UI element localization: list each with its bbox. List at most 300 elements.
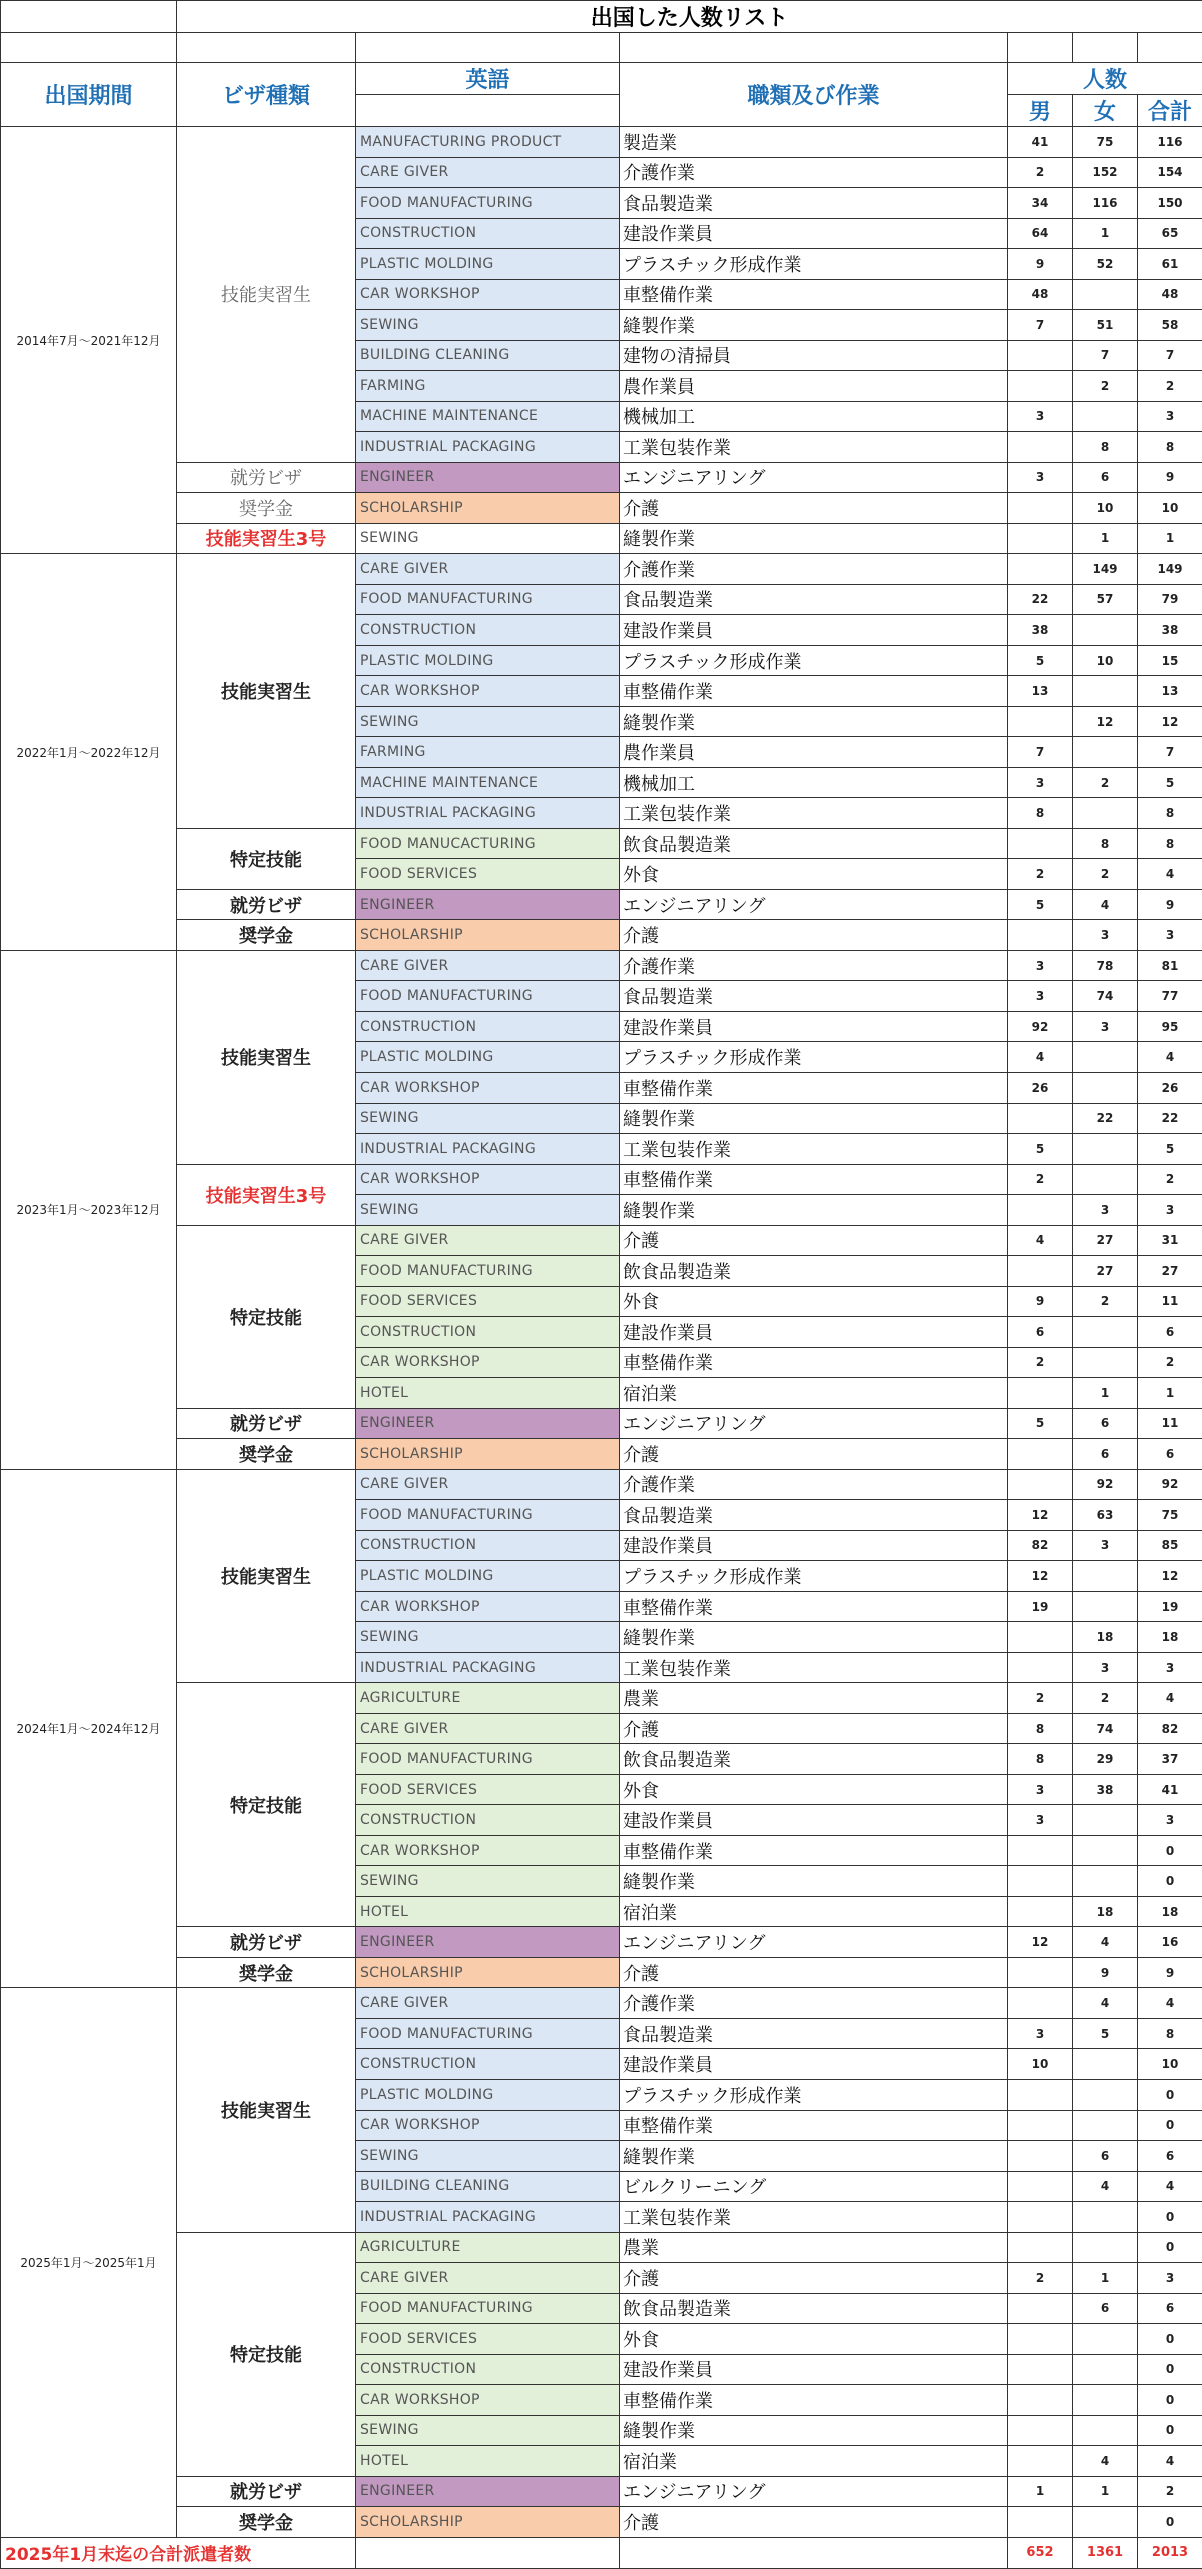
english-job-cell: CONSTRUCTION: [356, 218, 620, 249]
japanese-job-cell: 車整備作業: [620, 1347, 1008, 1378]
female-count-cell: [1073, 1134, 1138, 1165]
total-count-cell: 31: [1138, 1225, 1202, 1256]
japanese-job-cell: 農業: [620, 1683, 1008, 1714]
male-count-cell: 2: [1008, 157, 1073, 188]
total-count-cell: 0: [1138, 1866, 1202, 1897]
female-count-cell: [1073, 2415, 1138, 2446]
male-count-cell: [1008, 1866, 1073, 1897]
visa-type-cell: 特定技能: [177, 2232, 356, 2476]
english-job-cell: CONSTRUCTION: [356, 1530, 620, 1561]
japanese-job-cell: 飲食品製造業: [620, 2293, 1008, 2324]
english-job-cell: MACHINE MAINTENANCE: [356, 401, 620, 432]
table-row: [1, 950, 1202, 981]
blank-cell: [177, 33, 356, 63]
japanese-job-cell: 建設作業員: [620, 2049, 1008, 2080]
japanese-job-cell: エンジニアリング: [620, 462, 1008, 493]
visa-type-cell: 奨学金: [177, 2507, 356, 2538]
english-job-cell: CARE GIVER: [356, 1713, 620, 1744]
english-job-cell: SEWING: [356, 310, 620, 341]
japanese-job-cell: 介護: [620, 2507, 1008, 2538]
total-count-cell: 1: [1138, 1378, 1202, 1409]
male-count-cell: 12: [1008, 1561, 1073, 1592]
blank-cell: [1073, 33, 1138, 63]
female-count-cell: 22: [1073, 1103, 1138, 1134]
male-count-cell: [1008, 2354, 1073, 2385]
female-count-cell: 1: [1073, 523, 1138, 554]
total-count-cell: 0: [1138, 2080, 1202, 2111]
male-count-cell: [1008, 2293, 1073, 2324]
japanese-job-cell: 外食: [620, 2324, 1008, 2355]
female-count-cell: 75: [1073, 127, 1138, 158]
table-row: [1, 2507, 1202, 2538]
visa-type-cell: 奨学金: [177, 920, 356, 951]
total-count-cell: 5: [1138, 767, 1202, 798]
total-count-cell: 3: [1138, 401, 1202, 432]
english-job-cell: AGRICULTURE: [356, 2232, 620, 2263]
total-count-cell: 0: [1138, 2354, 1202, 2385]
total-count-cell: 48: [1138, 279, 1202, 310]
period-cell: 2022年1月～2022年12月: [1, 554, 177, 951]
male-count-cell: 12: [1008, 1500, 1073, 1531]
total-count-cell: 6: [1138, 1317, 1202, 1348]
english-job-cell: FOOD MANUFACTURING: [356, 188, 620, 219]
english-job-cell: CAR WORKSHOP: [356, 2110, 620, 2141]
total-count-cell: 2: [1138, 1164, 1202, 1195]
male-count-cell: 38: [1008, 615, 1073, 646]
english-job-cell: ENGINEER: [356, 2476, 620, 2507]
english-job-cell: BUILDING CLEANING: [356, 2171, 620, 2202]
english-job-cell: CAR WORKSHOP: [356, 279, 620, 310]
total-count-cell: 9: [1138, 889, 1202, 920]
english-job-cell: HOTEL: [356, 1896, 620, 1927]
total-count-cell: 12: [1138, 706, 1202, 737]
japanese-job-cell: 建設作業員: [620, 615, 1008, 646]
japanese-job-cell: 介護: [620, 1225, 1008, 1256]
blank-cell: [620, 33, 1008, 63]
male-count-cell: 19: [1008, 1591, 1073, 1622]
period-cell: 2024年1月～2024年12月: [1, 1469, 177, 1988]
visa-type-cell: 奨学金: [177, 493, 356, 524]
female-count-cell: 4: [1073, 1927, 1138, 1958]
male-count-cell: [1008, 2171, 1073, 2202]
total-count-cell: 8: [1138, 828, 1202, 859]
japanese-job-cell: 車整備作業: [620, 1072, 1008, 1103]
japanese-job-cell: 縫製作業: [620, 310, 1008, 341]
female-count-cell: [1073, 2232, 1138, 2263]
female-count-cell: 6: [1073, 462, 1138, 493]
male-count-cell: 1: [1008, 2476, 1073, 2507]
table-row: [1, 1988, 1202, 2019]
total-count-cell: 3: [1138, 920, 1202, 951]
female-count-cell: 38: [1073, 1774, 1138, 1805]
total-count-cell: 4: [1138, 2171, 1202, 2202]
total-count-cell: 11: [1138, 1286, 1202, 1317]
male-count-cell: [1008, 1988, 1073, 2019]
english-job-cell: FOOD MANUFACTURING: [356, 1500, 620, 1531]
japanese-job-cell: 宿泊業: [620, 2446, 1008, 2477]
female-count-cell: 6: [1073, 1439, 1138, 1470]
female-count-cell: [1073, 1347, 1138, 1378]
female-count-cell: 3: [1073, 1652, 1138, 1683]
english-job-cell: CAR WORKSHOP: [356, 1591, 620, 1622]
japanese-job-cell: 車整備作業: [620, 279, 1008, 310]
female-count-cell: 2: [1073, 1683, 1138, 1714]
female-count-cell: 3: [1073, 1011, 1138, 1042]
english-job-cell: INDUSTRIAL PACKAGING: [356, 432, 620, 463]
female-count-cell: [1073, 615, 1138, 646]
english-job-cell: FARMING: [356, 737, 620, 768]
male-count-cell: 92: [1008, 1011, 1073, 1042]
female-count-cell: 3: [1073, 1195, 1138, 1226]
japanese-job-cell: プラスチック形成作業: [620, 1561, 1008, 1592]
blank-cell: [1008, 33, 1073, 63]
male-count-cell: [1008, 706, 1073, 737]
visa-type-cell: 特定技能: [177, 1683, 356, 1927]
japanese-job-cell: 建設作業員: [620, 1011, 1008, 1042]
female-count-cell: [1073, 1591, 1138, 1622]
female-count-cell: 8: [1073, 432, 1138, 463]
total-count-cell: 4: [1138, 1683, 1202, 1714]
total-count-cell: 38: [1138, 615, 1202, 646]
english-job-cell: CAR WORKSHOP: [356, 1164, 620, 1195]
english-job-cell: SEWING: [356, 2415, 620, 2446]
female-count-cell: [1073, 1164, 1138, 1195]
japanese-job-cell: 外食: [620, 859, 1008, 890]
table-row: [1, 1957, 1202, 1988]
total-count-cell: 6: [1138, 1439, 1202, 1470]
female-count-cell: [1073, 2324, 1138, 2355]
english-job-cell: CONSTRUCTION: [356, 1011, 620, 1042]
english-job-cell: CARE GIVER: [356, 1469, 620, 1500]
total-count-cell: 19: [1138, 1591, 1202, 1622]
visa-type-cell: 技能実習生3号: [177, 523, 356, 554]
total-count-cell: 0: [1138, 2110, 1202, 2141]
blank-cell: [1, 33, 177, 63]
male-count-cell: 3: [1008, 462, 1073, 493]
male-count-cell: [1008, 2080, 1073, 2111]
visa-type-cell: 技能実習生: [177, 1469, 356, 1683]
japanese-job-cell: 食品製造業: [620, 188, 1008, 219]
blank-cell: [356, 95, 620, 127]
table-row: [1, 2232, 1202, 2263]
male-count-cell: [1008, 2385, 1073, 2416]
english-job-cell: CAR WORKSHOP: [356, 1347, 620, 1378]
english-job-cell: CARE GIVER: [356, 554, 620, 585]
english-job-cell: FOOD SERVICES: [356, 1774, 620, 1805]
english-job-cell: SCHOLARSHIP: [356, 493, 620, 524]
visa-type-cell: 特定技能: [177, 1225, 356, 1408]
english-job-cell: SEWING: [356, 523, 620, 554]
japanese-job-cell: 工業包装作業: [620, 1652, 1008, 1683]
female-count-cell: [1073, 798, 1138, 829]
male-count-cell: 3: [1008, 1774, 1073, 1805]
female-count-cell: 1: [1073, 1378, 1138, 1409]
male-count-cell: 9: [1008, 249, 1073, 280]
female-count-cell: [1073, 2507, 1138, 2538]
male-count-cell: [1008, 2446, 1073, 2477]
japanese-job-cell: 介護作業: [620, 157, 1008, 188]
total-count-cell: 7: [1138, 340, 1202, 371]
total-count-cell: 18: [1138, 1622, 1202, 1653]
female-count-cell: [1073, 1835, 1138, 1866]
female-count-cell: 74: [1073, 1713, 1138, 1744]
english-job-cell: SEWING: [356, 1103, 620, 1134]
female-count-cell: 27: [1073, 1256, 1138, 1287]
male-count-cell: [1008, 554, 1073, 585]
total-count-cell: 10: [1138, 493, 1202, 524]
total-count-cell: 0: [1138, 2385, 1202, 2416]
total-count-cell: 65: [1138, 218, 1202, 249]
table-row: [1, 889, 1202, 920]
female-count-cell: 8: [1073, 828, 1138, 859]
japanese-job-cell: 工業包装作業: [620, 2202, 1008, 2233]
grand-total-all: 2013: [1138, 2537, 1202, 2568]
english-job-cell: SEWING: [356, 1866, 620, 1897]
visa-type-cell: 特定技能: [177, 828, 356, 889]
blank-cell: [1138, 33, 1202, 63]
total-count-cell: 4: [1138, 2446, 1202, 2477]
total-count-cell: 82: [1138, 1713, 1202, 1744]
male-count-cell: [1008, 2232, 1073, 2263]
table-row: [1, 462, 1202, 493]
blank-cell: [356, 2537, 620, 2568]
header-female: 女: [1073, 95, 1138, 127]
male-count-cell: [1008, 1439, 1073, 1470]
total-count-cell: 79: [1138, 584, 1202, 615]
female-count-cell: 5: [1073, 2018, 1138, 2049]
male-count-cell: 48: [1008, 279, 1073, 310]
male-count-cell: 4: [1008, 1225, 1073, 1256]
english-job-cell: INDUSTRIAL PACKAGING: [356, 1134, 620, 1165]
japanese-job-cell: 車整備作業: [620, 2110, 1008, 2141]
female-count-cell: 152: [1073, 157, 1138, 188]
japanese-job-cell: 介護: [620, 1957, 1008, 1988]
male-count-cell: 3: [1008, 1805, 1073, 1836]
total-count-cell: 3: [1138, 2263, 1202, 2294]
japanese-job-cell: 車整備作業: [620, 1835, 1008, 1866]
table-row: [1, 828, 1202, 859]
japanese-job-cell: 食品製造業: [620, 2018, 1008, 2049]
male-count-cell: [1008, 2507, 1073, 2538]
female-count-cell: 27: [1073, 1225, 1138, 1256]
male-count-cell: 5: [1008, 889, 1073, 920]
english-job-cell: ENGINEER: [356, 1927, 620, 1958]
total-count-cell: 3: [1138, 1195, 1202, 1226]
page-title: 出国した人数リスト: [177, 1, 1202, 33]
total-count-cell: 0: [1138, 1835, 1202, 1866]
female-count-cell: 2: [1073, 767, 1138, 798]
male-count-cell: 2: [1008, 2263, 1073, 2294]
table-row: [1, 1683, 1202, 1714]
japanese-job-cell: 縫製作業: [620, 706, 1008, 737]
table-row: [1, 1408, 1202, 1439]
female-count-cell: 52: [1073, 249, 1138, 280]
header-english: 英語: [356, 63, 620, 95]
japanese-job-cell: 縫製作業: [620, 1103, 1008, 1134]
male-count-cell: [1008, 2324, 1073, 2355]
grand-total-row: [1, 2537, 1202, 2568]
total-count-cell: 81: [1138, 950, 1202, 981]
male-count-cell: 3: [1008, 2018, 1073, 2049]
table-row: [1, 1469, 1202, 1500]
english-job-cell: FOOD MANUFACTURING: [356, 1256, 620, 1287]
female-count-cell: 29: [1073, 1744, 1138, 1775]
english-job-cell: SCHOLARSHIP: [356, 1957, 620, 1988]
total-count-cell: 22: [1138, 1103, 1202, 1134]
english-job-cell: INDUSTRIAL PACKAGING: [356, 2202, 620, 2233]
total-count-cell: 13: [1138, 676, 1202, 707]
english-job-cell: CARE GIVER: [356, 157, 620, 188]
japanese-job-cell: 建設作業員: [620, 218, 1008, 249]
english-job-cell: HOTEL: [356, 2446, 620, 2477]
total-count-cell: 8: [1138, 432, 1202, 463]
total-count-cell: 0: [1138, 2202, 1202, 2233]
total-count-cell: 18: [1138, 1896, 1202, 1927]
visa-type-cell: 技能実習生: [177, 554, 356, 829]
table-row: [1, 523, 1202, 554]
female-count-cell: 92: [1073, 1469, 1138, 1500]
male-count-cell: [1008, 1378, 1073, 1409]
japanese-job-cell: 車整備作業: [620, 1591, 1008, 1622]
english-job-cell: CAR WORKSHOP: [356, 1835, 620, 1866]
english-job-cell: FOOD MANUFACTURING: [356, 2018, 620, 2049]
female-count-cell: 7: [1073, 340, 1138, 371]
english-job-cell: CAR WORKSHOP: [356, 2385, 620, 2416]
header-people: 人数: [1008, 63, 1202, 95]
english-job-cell: CONSTRUCTION: [356, 2354, 620, 2385]
japanese-job-cell: 飲食品製造業: [620, 1256, 1008, 1287]
japanese-job-cell: 外食: [620, 1774, 1008, 1805]
japanese-job-cell: プラスチック形成作業: [620, 249, 1008, 280]
male-count-cell: 22: [1008, 584, 1073, 615]
female-count-cell: 149: [1073, 554, 1138, 585]
english-job-cell: CARE GIVER: [356, 1988, 620, 2019]
japanese-job-cell: 介護: [620, 493, 1008, 524]
male-count-cell: 3: [1008, 981, 1073, 1012]
english-job-cell: ENGINEER: [356, 462, 620, 493]
english-job-cell: CONSTRUCTION: [356, 615, 620, 646]
male-count-cell: [1008, 2202, 1073, 2233]
english-job-cell: CAR WORKSHOP: [356, 676, 620, 707]
total-count-cell: 26: [1138, 1072, 1202, 1103]
male-count-cell: [1008, 1896, 1073, 1927]
total-count-cell: 11: [1138, 1408, 1202, 1439]
female-count-cell: 63: [1073, 1500, 1138, 1531]
visa-type-cell: 就労ビザ: [177, 1927, 356, 1958]
english-job-cell: SEWING: [356, 2141, 620, 2172]
japanese-job-cell: 飲食品製造業: [620, 1744, 1008, 1775]
female-count-cell: 6: [1073, 2293, 1138, 2324]
female-count-cell: [1073, 1805, 1138, 1836]
female-count-cell: [1073, 1866, 1138, 1897]
period-cell: 2023年1月～2023年12月: [1, 950, 177, 1469]
grand-total-female: 1361: [1073, 2537, 1138, 2568]
total-count-cell: 58: [1138, 310, 1202, 341]
english-job-cell: PLASTIC MOLDING: [356, 645, 620, 676]
japanese-job-cell: ビルクリーニング: [620, 2171, 1008, 2202]
japanese-job-cell: 介護作業: [620, 950, 1008, 981]
japanese-job-cell: エンジニアリング: [620, 2476, 1008, 2507]
male-count-cell: 3: [1008, 950, 1073, 981]
english-job-cell: SCHOLARSHIP: [356, 2507, 620, 2538]
japanese-job-cell: 食品製造業: [620, 584, 1008, 615]
male-count-cell: 2: [1008, 1164, 1073, 1195]
header-job: 職類及び作業: [620, 63, 1008, 127]
english-job-cell: SEWING: [356, 706, 620, 737]
japanese-job-cell: 介護: [620, 2263, 1008, 2294]
female-count-cell: 6: [1073, 2141, 1138, 2172]
english-job-cell: CONSTRUCTION: [356, 2049, 620, 2080]
female-count-cell: [1073, 279, 1138, 310]
female-count-cell: [1073, 401, 1138, 432]
female-count-cell: [1073, 1072, 1138, 1103]
table-row: [1, 1927, 1202, 1958]
female-count-cell: 2: [1073, 1286, 1138, 1317]
english-job-cell: PLASTIC MOLDING: [356, 2080, 620, 2111]
total-count-cell: 6: [1138, 2293, 1202, 2324]
total-count-cell: 149: [1138, 554, 1202, 585]
male-count-cell: 5: [1008, 1408, 1073, 1439]
japanese-job-cell: 外食: [620, 1286, 1008, 1317]
english-job-cell: FOOD MANUFACTURING: [356, 1744, 620, 1775]
japanese-job-cell: 縫製作業: [620, 1866, 1008, 1897]
english-job-cell: FOOD SERVICES: [356, 859, 620, 890]
japanese-job-cell: 縫製作業: [620, 1195, 1008, 1226]
female-count-cell: [1073, 2049, 1138, 2080]
female-count-cell: 4: [1073, 889, 1138, 920]
japanese-job-cell: 介護: [620, 1439, 1008, 1470]
english-job-cell: FOOD MANUFACTURING: [356, 981, 620, 1012]
visa-type-cell: 就労ビザ: [177, 462, 356, 493]
total-count-cell: 2: [1138, 2476, 1202, 2507]
visa-type-cell: 技能実習生: [177, 950, 356, 1164]
male-count-cell: [1008, 1256, 1073, 1287]
english-job-cell: CONSTRUCTION: [356, 1317, 620, 1348]
grand-total-label: 2025年1月末迄の合計派遣者数: [1, 2537, 356, 2568]
male-count-cell: 5: [1008, 645, 1073, 676]
japanese-job-cell: 工業包装作業: [620, 432, 1008, 463]
total-count-cell: 16: [1138, 1927, 1202, 1958]
total-count-cell: 7: [1138, 737, 1202, 768]
table-row: [1, 127, 1202, 158]
visa-type-cell: 就労ビザ: [177, 1408, 356, 1439]
english-job-cell: ENGINEER: [356, 1408, 620, 1439]
total-count-cell: 5: [1138, 1134, 1202, 1165]
english-job-cell: FOOD MANUFACTURING: [356, 584, 620, 615]
male-count-cell: 12: [1008, 1927, 1073, 1958]
female-count-cell: 74: [1073, 981, 1138, 1012]
japanese-job-cell: 縫製作業: [620, 523, 1008, 554]
visa-type-cell: 奨学金: [177, 1957, 356, 1988]
english-job-cell: INDUSTRIAL PACKAGING: [356, 1652, 620, 1683]
female-count-cell: [1073, 2080, 1138, 2111]
male-count-cell: 10: [1008, 2049, 1073, 2080]
total-count-cell: 3: [1138, 1652, 1202, 1683]
male-count-cell: [1008, 1652, 1073, 1683]
female-count-cell: 12: [1073, 706, 1138, 737]
japanese-job-cell: プラスチック形成作業: [620, 2080, 1008, 2111]
female-count-cell: 18: [1073, 1896, 1138, 1927]
blank-cell: [620, 2537, 1008, 2568]
male-count-cell: [1008, 340, 1073, 371]
total-count-cell: 41: [1138, 1774, 1202, 1805]
japanese-job-cell: 縫製作業: [620, 2415, 1008, 2446]
male-count-cell: 5: [1008, 1134, 1073, 1165]
total-count-cell: 4: [1138, 1988, 1202, 2019]
male-count-cell: 9: [1008, 1286, 1073, 1317]
english-job-cell: CARE GIVER: [356, 950, 620, 981]
male-count-cell: 3: [1008, 401, 1073, 432]
